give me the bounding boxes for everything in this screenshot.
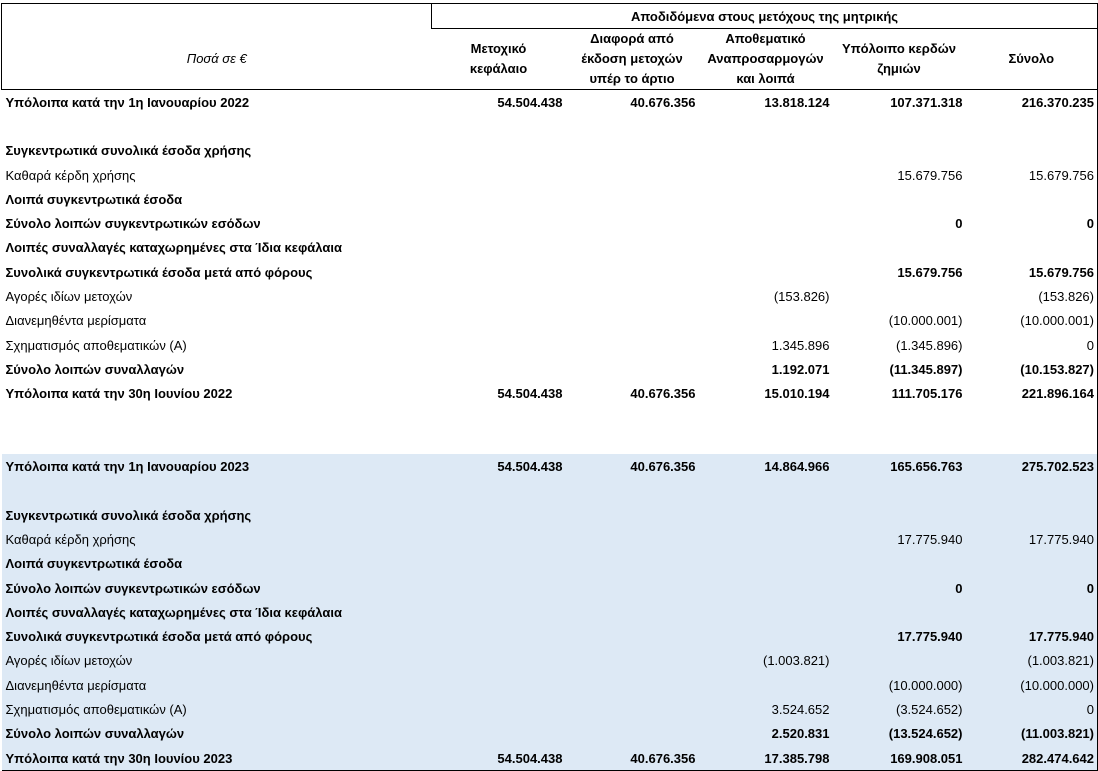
table-row (2, 430, 1098, 454)
cell-revaluation-reserve: 1.345.896 (771, 337, 830, 353)
cell-revaluation-reserve (699, 430, 833, 454)
cell-share-capital (432, 430, 566, 454)
col-header-share-premium: Διαφορά από έκδοση μετοχών υπέρ το άρτιο (566, 29, 699, 90)
cell-share-capital: 54.504.438 (432, 454, 566, 478)
cell-total: 275.702.523 (966, 454, 1098, 478)
cell-retained-earnings: 165.656.763 (833, 454, 966, 478)
cell-retained-earnings (833, 649, 966, 673)
cell-total: (1.003.821) (966, 649, 1098, 673)
cell-total (966, 479, 1098, 503)
cell-total: 216.370.235 (966, 90, 1098, 115)
row-label: Σύνολο λοιπών συγκεντρωτικών εσόδων (2, 576, 432, 600)
row-label: Υπόλοιπα κατά την 1η Ιανουαρίου 2023 (2, 454, 432, 478)
table-row (2, 382, 1098, 406)
table-row (2, 454, 1098, 478)
cell-revaluation-reserve (699, 552, 833, 576)
cell-retained-earnings (833, 187, 966, 211)
cell-retained-earnings: 0 (955, 216, 963, 232)
cell-revaluation-reserve: (1.003.821) (699, 649, 833, 673)
cell-share-premium (566, 236, 699, 260)
row-label: Καθαρά κέρδη χρήσης (2, 527, 432, 551)
col-header-total: Σύνολο (966, 29, 1098, 90)
row-label: Σχηματισμός αποθεματικών (Α) (5, 337, 187, 353)
cell-revaluation-reserve (699, 406, 833, 430)
cell-share-premium (566, 406, 699, 430)
cell-share-capital (432, 576, 566, 600)
row-label: Αγορές ιδίων μετοχών (5, 289, 133, 305)
table-row (2, 309, 1098, 333)
cell-retained-earnings: 17.775.940 (833, 625, 966, 649)
table-row (2, 746, 1098, 771)
cell-total: (10.000.000) (966, 673, 1098, 697)
table-row (2, 576, 1098, 600)
cell-total: 17.775.940 (966, 625, 1098, 649)
cell-retained-earnings: 111.705.176 (891, 386, 963, 402)
row-label: Υπόλοιπα κατά την 30η Ιουνίου 2023 (2, 746, 432, 771)
cell-share-capital (432, 527, 566, 551)
cell-share-capital (432, 503, 566, 527)
cell-share-capital (432, 357, 566, 381)
cell-share-capital (432, 479, 566, 503)
cell-share-capital (432, 406, 566, 430)
cell-retained-earnings (833, 430, 966, 454)
table-row (2, 187, 1098, 211)
cell-revaluation-reserve (699, 625, 833, 649)
cell-share-premium (566, 503, 699, 527)
table-row (2, 697, 1098, 721)
cell-retained-earnings: 15.679.756 (897, 167, 963, 183)
cell-total: 0 (966, 697, 1098, 721)
row-label: Συγκεντρωτικά συνολικά έσοδα χρήσης (5, 143, 252, 159)
cell-share-capital (432, 625, 566, 649)
cell-revaluation-reserve (699, 163, 833, 187)
cell-share-capital (432, 163, 566, 187)
row-label: Υπόλοιπα κατά την 1η Ιανουαρίου 2022 (5, 94, 250, 110)
cell-retained-earnings: (1.345.896) (896, 337, 963, 353)
cell-total: 17.775.940 (966, 527, 1098, 551)
cell-retained-earnings (833, 406, 966, 430)
table-row (2, 260, 1098, 284)
cell-revaluation-reserve (699, 479, 833, 503)
cell-total: 221.896.164 (966, 382, 1098, 406)
cell-total (966, 236, 1098, 260)
table-body (2, 90, 1098, 771)
row-label: Αγορές ιδίων μετοχών (2, 649, 432, 673)
cell-total: 0 (966, 333, 1098, 357)
cell-total: (10.000.001) (966, 309, 1098, 333)
row-label: Λοιπές συναλλαγές καταχωρημένες στα Ίδια κεφάλαια (2, 600, 432, 624)
cell-share-capital (432, 673, 566, 697)
table-row (2, 673, 1098, 697)
cell-share-capital: 54.504.438 (497, 94, 563, 110)
cell-share-premium (566, 309, 699, 333)
cell-total (966, 139, 1098, 163)
cell-retained-earnings: 0 (833, 576, 966, 600)
row-label: Συγκεντρωτικά συνολικά έσοδα χρήσης (2, 503, 432, 527)
cell-share-capital (432, 114, 566, 138)
cell-total: 0 (966, 211, 1098, 235)
cell-retained-earnings (833, 114, 966, 138)
cell-total: 0 (966, 576, 1098, 600)
cell-share-premium (566, 187, 699, 211)
cell-retained-earnings (833, 503, 966, 527)
cell-share-capital (432, 722, 566, 746)
cell-total (966, 187, 1098, 211)
cell-share-capital (432, 649, 566, 673)
row-label (2, 406, 432, 430)
cell-retained-earnings: 169.908.051 (833, 746, 966, 771)
cell-retained-earnings (833, 600, 966, 624)
cell-revaluation-reserve (699, 236, 833, 260)
row-label: Λοιπά συγκεντρωτικά έσοδα (2, 552, 432, 576)
table-row (2, 600, 1098, 624)
table-row (2, 649, 1098, 673)
row-label: Διανεμηθέντα μερίσματα (2, 673, 432, 697)
cell-share-premium (566, 527, 699, 551)
table-row (2, 139, 1098, 163)
table-row (2, 479, 1098, 503)
row-label: Λοιπά συγκεντρωτικά έσοδα (5, 191, 183, 207)
cell-total (966, 552, 1098, 576)
cell-retained-earnings: 107.371.318 (890, 94, 963, 110)
cell-share-premium (566, 479, 699, 503)
amounts-label: Ποσά σε € (2, 29, 432, 90)
table-row (2, 625, 1098, 649)
cell-share-premium (566, 357, 699, 381)
row-label: Σύνολο λοιπών συγκεντρωτικών εσόδων (5, 216, 261, 232)
cell-share-premium: 40.676.356 (566, 746, 699, 771)
cell-total: (11.003.821) (966, 722, 1098, 746)
cell-revaluation-reserve (699, 211, 833, 235)
cell-total: (153.826) (966, 284, 1098, 308)
cell-share-capital (432, 236, 566, 260)
cell-retained-earnings: (3.524.652) (833, 697, 966, 721)
cell-total (966, 503, 1098, 527)
cell-revaluation-reserve (699, 576, 833, 600)
cell-share-premium (566, 576, 699, 600)
cell-share-premium (566, 673, 699, 697)
cell-share-capital (432, 600, 566, 624)
table-row (2, 357, 1098, 381)
cell-total: (10.153.827) (966, 357, 1098, 381)
cell-retained-earnings: (10.000.000) (833, 673, 966, 697)
header-blank-cell (2, 4, 432, 29)
table-row (2, 333, 1098, 357)
cell-retained-earnings (833, 284, 966, 308)
row-label: Συνολικά συγκεντρωτικά έσοδα μετά από φόρους (2, 625, 432, 649)
cell-retained-earnings (833, 236, 966, 260)
row-label: Λοιπές συναλλαγές καταχωρημένες στα Ίδια κεφάλαια (5, 240, 342, 256)
cell-share-premium (566, 697, 699, 721)
cell-share-premium (566, 333, 699, 357)
cell-retained-earnings (833, 139, 966, 163)
cell-share-premium (566, 552, 699, 576)
row-label: Διανεμηθέντα μερίσματα (5, 313, 147, 329)
cell-revaluation-reserve: 2.520.831 (699, 722, 833, 746)
cell-share-premium (566, 284, 699, 308)
cell-share-capital: 54.504.438 (497, 386, 563, 402)
cell-share-premium (566, 139, 699, 163)
table-row (2, 236, 1098, 260)
cell-revaluation-reserve (699, 673, 833, 697)
cell-revaluation-reserve: 13.818.124 (764, 94, 830, 110)
row-label: Καθαρά κέρδη χρήσης (5, 167, 136, 183)
cell-revaluation-reserve: 15.010.194 (764, 386, 830, 402)
cell-share-premium: 40.676.356 (630, 94, 696, 110)
cell-total: 282.474.642 (966, 746, 1098, 771)
row-label (2, 114, 432, 138)
cell-total (966, 114, 1098, 138)
cell-share-capital (432, 139, 566, 163)
cell-revaluation-reserve: 14.864.966 (699, 454, 833, 478)
cell-retained-earnings: (11.345.897) (889, 361, 963, 377)
cell-share-premium (566, 163, 699, 187)
row-label: Συνολικά συγκεντρωτικά έσοδα μετά από φόρους (5, 264, 313, 280)
table-row (2, 527, 1098, 551)
cell-total: 15.679.756 (966, 260, 1098, 284)
cell-retained-earnings (833, 479, 966, 503)
col-header-revaluation-reserve: Αποθεματικό Αναπροσαρμογών και λοιπά (699, 29, 833, 90)
cell-revaluation-reserve: 1.192.071 (771, 361, 830, 377)
row-label: Σύνολο λοιπών συναλλαγών (5, 361, 185, 377)
cell-share-premium: 40.676.356 (630, 386, 696, 402)
cell-share-capital (432, 552, 566, 576)
table-row (2, 211, 1098, 235)
table-row (2, 114, 1098, 138)
cell-retained-earnings: (10.000.001) (888, 313, 963, 329)
row-label: Σχηματισμός αποθεματικών (Α) (2, 697, 432, 721)
cell-retained-earnings (833, 552, 966, 576)
row-label (2, 430, 432, 454)
cell-share-premium (566, 722, 699, 746)
equity-table (1, 3, 1098, 771)
row-label: Υπόλοιπα κατά την 30η Ιουνίου 2022 (5, 386, 233, 402)
cell-retained-earnings: 17.775.940 (833, 527, 966, 551)
table-row (2, 90, 1098, 115)
group-header: Αποδιδόμενα στους μετόχους της μητρικής (432, 4, 1098, 29)
cell-share-premium (566, 625, 699, 649)
cell-share-capital (432, 309, 566, 333)
cell-share-premium (566, 114, 699, 138)
cell-share-premium (566, 600, 699, 624)
cell-revaluation-reserve: 17.385.798 (699, 746, 833, 771)
table-row (2, 552, 1098, 576)
col-header-share-capital: Μετοχικό κεφάλαιο (432, 29, 566, 90)
cell-total (966, 430, 1098, 454)
row-label (2, 479, 432, 503)
cell-total: 15.679.756 (966, 163, 1098, 187)
table-row (2, 406, 1098, 430)
cell-share-capital (432, 333, 566, 357)
cell-share-capital (432, 284, 566, 308)
table-row (2, 284, 1098, 308)
cell-retained-earnings: 15.679.756 (897, 264, 963, 280)
cell-share-capital (432, 697, 566, 721)
table-row (2, 163, 1098, 187)
col-header-retained-earnings: Υπόλοιπο κερδών ζημιών (833, 29, 966, 90)
cell-revaluation-reserve (699, 309, 833, 333)
table-row (2, 503, 1098, 527)
cell-share-premium (566, 430, 699, 454)
row-label: Σύνολο λοιπών συναλλαγών (2, 722, 432, 746)
cell-share-capital: 54.504.438 (432, 746, 566, 771)
cell-share-capital (432, 187, 566, 211)
cell-revaluation-reserve (699, 187, 833, 211)
cell-revaluation-reserve (699, 260, 833, 284)
cell-revaluation-reserve (699, 114, 833, 138)
cell-total (966, 600, 1098, 624)
cell-revaluation-reserve (699, 527, 833, 551)
cell-share-premium (566, 649, 699, 673)
cell-total (966, 406, 1098, 430)
cell-share-premium (566, 260, 699, 284)
cell-revaluation-reserve (699, 139, 833, 163)
table-row (2, 722, 1098, 746)
cell-share-capital (432, 211, 566, 235)
cell-revaluation-reserve: 3.524.652 (699, 697, 833, 721)
cell-revaluation-reserve: (153.826) (773, 289, 830, 305)
cell-share-premium: 40.676.356 (566, 454, 699, 478)
cell-revaluation-reserve (699, 600, 833, 624)
cell-revaluation-reserve (699, 503, 833, 527)
cell-retained-earnings: (13.524.652) (833, 722, 966, 746)
cell-share-capital (432, 260, 566, 284)
cell-share-premium (566, 211, 699, 235)
